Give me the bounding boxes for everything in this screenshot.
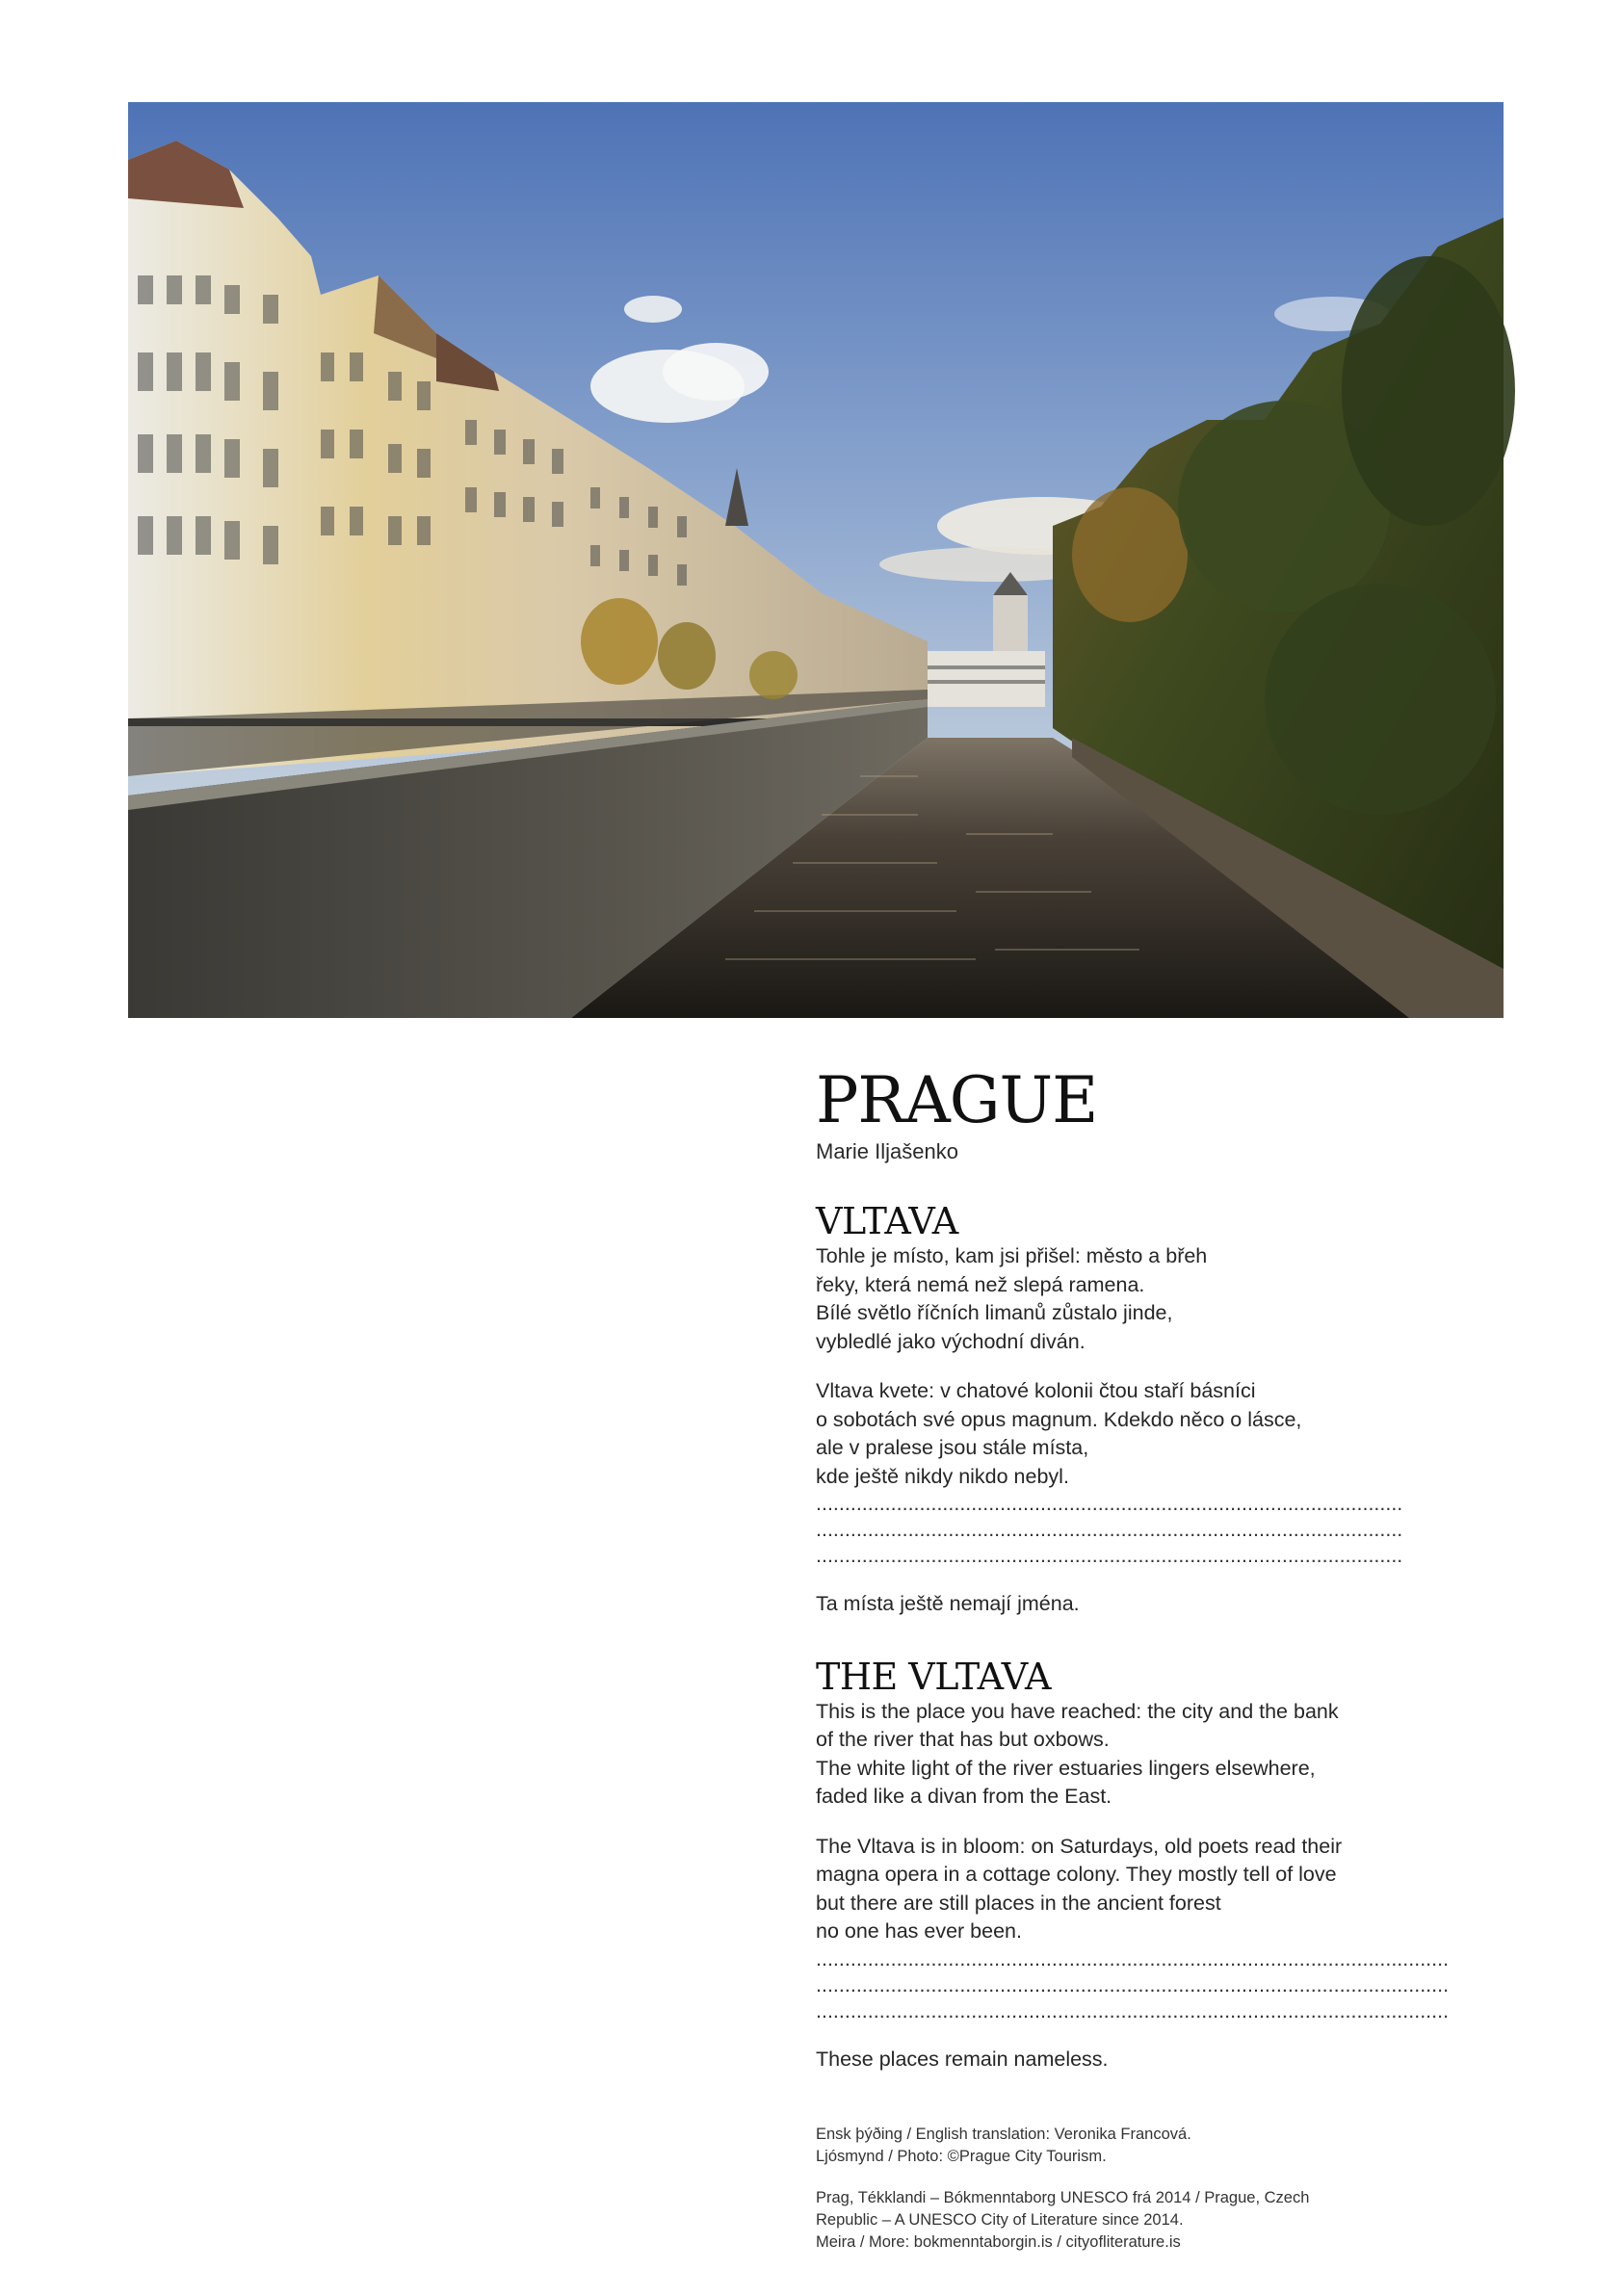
dotted-line: ...................................................................................................... xyxy=(816,1518,1403,1541)
poem-line: The Vltava is in bloom: on Saturdays, old poets read their xyxy=(816,1834,1343,1858)
dotted-line: .............................................................................................................. xyxy=(816,1998,1450,2022)
dotted-line: .............................................................................................................. xyxy=(816,1972,1450,1996)
translation-credit: Ensk þýðing / English translation: Veronika Francová. xyxy=(816,2126,1191,2143)
unesco-note-line: Republic – A UNESCO City of Literature since 2014. xyxy=(816,2211,1184,2229)
unesco-note-line: Prag, Tékklandi – Bókmenntaborg UNESCO frá 2014 / Prague, Czech xyxy=(816,2189,1310,2206)
czech-stanza-2 xyxy=(816,1377,1490,1491)
poem-line: Tohle je místo, kam jsi přišel: město a břeh xyxy=(816,1244,1208,1267)
czech-poem-title: VLTAVA xyxy=(816,1200,958,1242)
poem-line: Bílé světlo říčních limanů zůstalo jinde, xyxy=(816,1301,1173,1324)
poem-line: of the river that has but oxbows. xyxy=(816,1728,1110,1751)
czech-dotted-lines xyxy=(816,1491,1490,1569)
poem-line: Vltava kvete: v chatové kolonii čtou staří básníci xyxy=(816,1379,1256,1402)
more-info-links: Meira / More: bokmenntaborgin.is / cityofliterature.is xyxy=(816,2233,1181,2251)
poem-line: o sobotách své opus magnum. Kdekdo něco o lásce, xyxy=(816,1407,1302,1431)
dotted-line: .............................................................................................................. xyxy=(816,1946,1450,1970)
poem-line: faded like a divan from the East. xyxy=(816,1785,1112,1808)
poem-line: magna opera in a cottage colony. They mostly tell of love xyxy=(816,1863,1337,1886)
poem-column xyxy=(816,1063,1490,2254)
poem-main-title: PRAGUE xyxy=(816,1063,1098,1137)
czech-closing-line: Ta místa ještě nemají jména. xyxy=(816,1592,1080,1615)
photo-credit: Ljósmynd / Photo: ©Prague City Tourism. xyxy=(816,2148,1107,2165)
poem-line: no one has ever been. xyxy=(816,1919,1022,1943)
poem-author: Marie Iljašenko xyxy=(816,1139,958,1163)
dotted-line: ...................................................................................................... xyxy=(816,1492,1403,1515)
english-stanza-1 xyxy=(816,1698,1490,1812)
poem-line: řeky, která nemá než slepá ramena. xyxy=(816,1272,1145,1296)
poem-line: but there are still places in the ancient forest xyxy=(816,1891,1221,1915)
poem-line: The white light of the river estuaries lingers elsewhere, xyxy=(816,1756,1316,1780)
poem-line: This is the place you have reached: the city and the bank xyxy=(816,1699,1339,1723)
english-poem-title: THE VLTAVA xyxy=(816,1655,1052,1698)
credits-translation-photo xyxy=(816,2124,1490,2168)
czech-stanza-1 xyxy=(816,1242,1490,1356)
poem-line: ale v pralese jsou stále místa, xyxy=(816,1436,1089,1459)
poem-line: kde ještě nikdy nikdo nebyl. xyxy=(816,1464,1069,1488)
dotted-line: ...................................................................................................... xyxy=(816,1544,1403,1567)
credits-block xyxy=(816,2124,1490,2254)
english-dotted-lines xyxy=(816,1946,1490,2024)
poem-line: vybledlé jako východní diván. xyxy=(816,1329,1086,1353)
english-closing-line: These places remain nameless. xyxy=(816,2047,1109,2071)
credits-unesco xyxy=(816,2187,1490,2254)
english-stanza-2 xyxy=(816,1833,1490,1946)
river-embankment-photo xyxy=(128,102,1504,1018)
